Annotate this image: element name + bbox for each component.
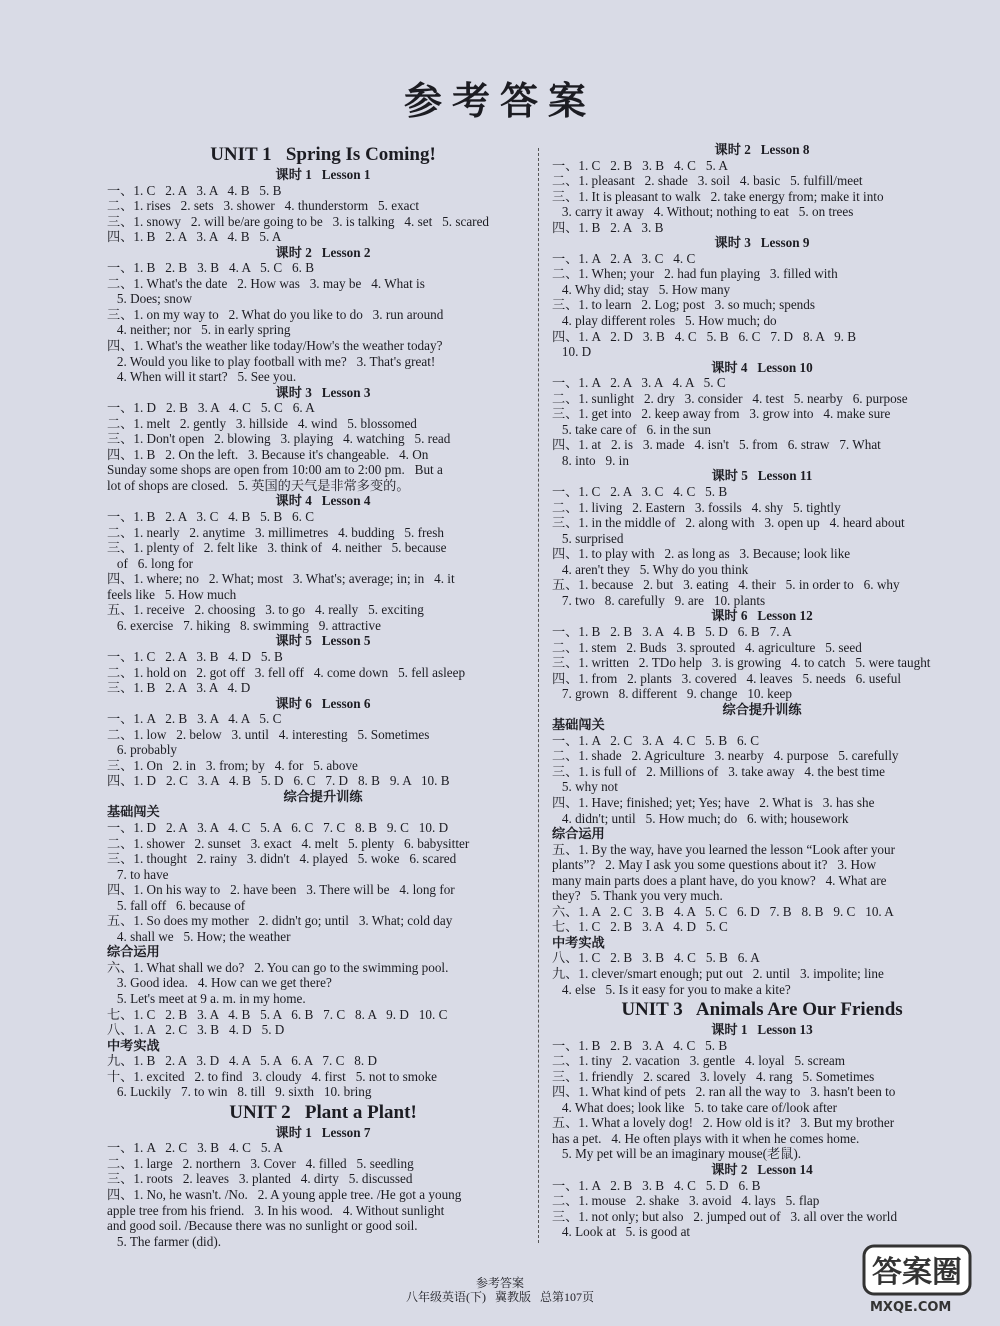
answer-line: 一、1. B 2. A 3. C 4. B 5. B 6. C	[107, 509, 314, 525]
answer-line: 4. When will it start? 5. See you.	[107, 369, 297, 385]
answer-line: 一、1. A 2. C 3. A 4. C 5. B 6. C	[552, 732, 759, 748]
answer-line: 四、1. What kind of pets 2. ran all the way to 3. hasn't been to	[552, 1084, 896, 1100]
answer-line: 二、1. What's the date 2. How was 3. may be 4. What is	[107, 275, 425, 291]
lesson-heading: 课时 2 Lesson 14	[711, 1162, 813, 1177]
answer-line: 三、1. to learn 2. Log; post 3. so much; spends	[552, 297, 815, 313]
answer-line: 5. surprised	[552, 530, 624, 546]
answer-line: 一、1. D 2. B 3. A 4. C 5. C 6. A	[107, 400, 315, 416]
answer-line: 四、1. at 2. is 3. made 4. isn't 5. from 6. straw 7. What	[552, 437, 881, 453]
answer-line: 4. What does; look like 5. to take care of/look after	[552, 1099, 838, 1115]
answer-line: lot of shops are closed. 5. 英国的天气是非常多变的。	[107, 477, 410, 493]
answer-line: 6. Luckily 7. to win 8. till 9. sixth 10. bring	[107, 1084, 372, 1100]
answer-line: 十、1. excited 2. to find 3. cloudy 4. first 5. not to smoke	[107, 1068, 438, 1084]
answer-line: 四、1. A 2. D 3. B 4. C 5. B 6. C 7. D 8. A 9. B	[552, 328, 857, 344]
answer-line: 5. Does; snow	[107, 291, 192, 307]
answer-line: 一、1. D 2. A 3. A 4. C 5. A 6. C 7. C 8. B 9. C 10. D	[107, 819, 449, 835]
answer-line: 一、1. A 2. A 3. C 4. C	[552, 250, 696, 266]
footer-page-info: 八年级英语(下) 冀教版 总第107页	[406, 1290, 594, 1304]
answer-line: 四、1. to play with 2. as long as 3. Because; look like	[552, 546, 851, 562]
lesson-heading: 课时 3 Lesson 9	[714, 235, 810, 251]
answer-line: 4. didn't; until 5. How much; do 6. with; housework	[552, 810, 849, 826]
answer-line: 4. play different roles 5. How much; do	[552, 313, 777, 329]
answer-line: they? 5. Thank you very much.	[552, 888, 723, 904]
lesson-heading: 综合提升训练	[283, 788, 363, 804]
answer-line: 四、1. B 2. On the left. 3. Because it's changeable. 4. On	[107, 446, 429, 462]
answer-line: 七、1. C 2. B 3. A 4. D 5. C	[552, 919, 728, 935]
answer-line: 一、1. A 2. A 3. A 4. A 5. C	[552, 375, 726, 391]
answer-line: 7. two 8. carefully 9. are 10. plants	[552, 592, 766, 608]
lesson-heading: 课时 1 Lesson 7	[275, 1124, 371, 1140]
answer-line: 4. aren't they 5. Why do you think	[552, 561, 749, 577]
answer-line: 八、1. C 2. B 3. B 4. C 5. B 6. A	[552, 950, 760, 966]
answer-line: 四、1. On his way to 2. have been 3. There will be 4. long for	[107, 882, 455, 898]
lesson-heading: 课时 1 Lesson 13	[711, 1022, 813, 1038]
answer-line: 一、1. C 2. A 3. A 4. B 5. B	[107, 182, 282, 198]
answer-line: 4. Why did; stay 5. How many	[552, 281, 731, 297]
answer-line: feels like 5. How much	[107, 586, 237, 602]
section-heading: 综合运用	[552, 826, 605, 842]
answer-line: 二、1. melt 2. gently 3. hillside 4. wind 5. blossomed	[107, 415, 417, 431]
answer-line: plants”? 2. May I ask you some questions about it? 3. How	[552, 857, 877, 873]
answer-line: 六、1. A 2. C 3. B 4. A 5. C 6. D 7. B 8. B 9. C 10. A	[552, 903, 894, 919]
answer-line: 4. neither; nor 5. in early spring	[107, 322, 291, 338]
answer-line: 三、1. on my way to 2. What do you like to do 3. run around	[107, 306, 444, 322]
answer-line: 八、1. A 2. C 3. B 4. D 5. D	[107, 1022, 285, 1038]
page-title: 参考答案	[403, 79, 596, 123]
answer-line: 三、1. On 2. in 3. from; by 4. for 5. above	[107, 757, 358, 773]
right-column	[552, 142, 972, 1240]
answer-line: 一、1. B 2. B 3. A 4. B 5. D 6. B 7. A	[552, 623, 792, 639]
answer-line: has a pet. 4. He often plays with it when he comes home.	[552, 1130, 860, 1146]
answer-line: 二、1. When; your 2. had fun playing 3. filled with	[552, 266, 838, 282]
answer-line: apple tree from his friend. 3. In his wood. 4. Without sunlight	[107, 1202, 445, 1218]
answer-line: 7. to have	[107, 866, 169, 882]
answer-line: 一、1. A 2. B 3. B 4. C 5. D 6. B	[552, 1177, 761, 1193]
answer-line: 三、1. plenty of 2. felt like 3. think of 4. neither 5. because	[107, 540, 447, 556]
section-heading: 中考实战	[107, 1037, 160, 1053]
answer-line: 5. why not	[552, 779, 618, 795]
answer-line: 5. fall off 6. because of	[107, 897, 246, 913]
answer-line: 六、1. What shall we do? 2. You can go to the swimming pool.	[107, 959, 449, 975]
answer-line: 四、1. What's the weather like today/How's the weather today?	[107, 338, 443, 354]
section-heading: 基础闯关	[107, 804, 160, 820]
answer-line: 4. shall we 5. How; the weather	[107, 928, 291, 944]
answer-line: 8. into 9. in	[552, 452, 629, 468]
answer-line: 二、1. mouse 2. shake 3. avoid 4. lays 5. flap	[552, 1193, 820, 1209]
answer-line: 一、1. A 2. C 3. B 4. C 5. A	[107, 1140, 283, 1156]
answer-line: 四、1. B 2. A 3. B	[552, 219, 664, 235]
answer-line: 4. else 5. Is it easy for you to make a kite?	[552, 981, 791, 997]
lesson-heading: 课时 1 Lesson 1	[275, 167, 371, 182]
answer-line: 6. exercise 7. hiking 8. swimming 9. attractive	[107, 617, 381, 633]
answer-line: many main parts does a plant have, do you know? 4. What are	[552, 872, 887, 888]
answer-line: 三、1. snowy 2. will be/are going to be 3. is talking 4. set 5. scared	[107, 213, 490, 229]
answer-line: 7. grown 8. different 9. change 10. keep	[552, 686, 792, 702]
answer-line: 5. Let's meet at 9 a. m. in my home.	[107, 990, 306, 1006]
answer-line: Sunday some shops are open from 10:00 am to 2:00 pm. But a	[107, 462, 443, 478]
lesson-heading: 课时 4 Lesson 10	[711, 359, 813, 375]
answer-line: 一、1. A 2. B 3. A 4. A 5. C	[107, 711, 282, 727]
left-column	[107, 142, 539, 1249]
answer-line: 4. Look at 5. is good at	[552, 1224, 691, 1240]
lesson-heading: 课时 6 Lesson 6	[275, 695, 371, 711]
answer-line: 二、1. shade 2. Agriculture 3. nearby 4. purpose 5. carefully	[552, 748, 899, 764]
answer-line: 三、1. roots 2. leaves 3. planted 4. dirty 5. discussed	[107, 1171, 413, 1187]
answer-line: 二、1. hold on 2. got off 3. fell off 4. come down 5. fell asleep	[107, 664, 466, 680]
answer-line: 五、1. So does my mother 2. didn't go; until 3. What; cold day	[107, 913, 453, 929]
answer-line: 3. carry it away 4. Without; nothing to eat 5. on trees	[552, 204, 854, 220]
section-heading: 基础闯关	[552, 717, 605, 733]
answer-line: 四、1. from 2. plants 3. covered 4. leaves 5. needs 6. useful	[552, 670, 902, 686]
answer-line: 二、1. low 2. below 3. until 4. interesting 5. Sometimes	[107, 726, 430, 742]
answer-line: 5. The farmer (did).	[107, 1233, 222, 1249]
answer-line: 四、1. Have; finished; yet; Yes; have 2. What is 3. has she	[552, 794, 875, 810]
answer-line: 三、1. friendly 2. scared 3. lovely 4. rang 5. Sometimes	[552, 1068, 875, 1084]
answer-line: 一、1. C 2. B 3. B 4. C 5. A	[552, 157, 728, 173]
answer-line: 二、1. stem 2. Buds 3. sprouted 4. agriculture 5. seed	[552, 639, 862, 655]
answer-line: 三、1. in the middle of 2. along with 3. open up 4. heard about	[552, 515, 905, 531]
answer-line: 5. My pet will be an imaginary mouse(老鼠).	[552, 1146, 802, 1162]
answer-line: 三、1. It is pleasant to walk 2. take energy from; make it into	[552, 188, 884, 204]
answer-line: 三、1. Don't open 2. blowing 3. playing 4. watching 5. read	[107, 431, 451, 447]
answer-line: 三、1. is full of 2. Millions of 3. take away 4. the best time	[552, 763, 885, 779]
answer-line: 四、1. where; no 2. What; most 3. What's; average; in; in 4. it	[107, 571, 455, 587]
lesson-heading: 课时 3 Lesson 3	[275, 384, 371, 400]
unit-heading: UNIT 2 Plant a Plant!	[229, 1101, 417, 1123]
column-divider	[538, 148, 539, 1243]
answer-line: 三、1. B 2. A 3. A 4. D	[107, 680, 251, 696]
lesson-heading: 课时 5 Lesson 11	[711, 468, 813, 484]
section-heading: 综合运用	[107, 944, 160, 960]
answer-line: 二、1. tiny 2. vacation 3. gentle 4. loyal 5. scream	[552, 1053, 845, 1069]
answer-line: 3. Good idea. 4. How can we get there?	[107, 975, 332, 991]
answer-line: 一、1. C 2. A 3. B 4. D 5. B	[107, 648, 283, 664]
answer-line: 五、1. What a lovely dog! 2. How old is it? 3. But my brother	[552, 1115, 895, 1131]
unit-heading: UNIT 1 Spring Is Coming!	[210, 144, 436, 165]
lesson-heading: 综合提升训练	[722, 701, 802, 717]
answer-line: and good soil. /Because there was no sunlight or good soil.	[107, 1218, 418, 1234]
lesson-heading: 课时 2 Lesson 8	[714, 142, 810, 157]
watermark-site: MXQE.COM	[870, 1300, 952, 1315]
answer-line: of 6. long for	[107, 555, 194, 571]
lesson-heading: 课时 5 Lesson 5	[275, 633, 371, 649]
answer-line: 二、1. shower 2. sunset 3. exact 4. melt 5. plenty 6. babysitter	[107, 835, 470, 851]
answer-line: 10. D	[552, 344, 592, 360]
answer-line: 5. take care of 6. in the sun	[552, 421, 711, 437]
unit-heading: UNIT 3 Animals Are Our Friends	[621, 999, 903, 1021]
watermark-logo-text: 答案圈	[872, 1255, 962, 1290]
answer-line: 三、1. not only; but also 2. jumped out of 3. all over the world	[552, 1208, 898, 1224]
answer-line: 一、1. B 2. B 3. B 4. A 5. C 6. B	[107, 260, 314, 276]
answer-line: 二、1. pleasant 2. shade 3. soil 4. basic 5. fulfill/meet	[552, 173, 863, 189]
answer-line: 五、1. By the way, have you learned the lesson “Look after your	[552, 841, 896, 857]
lesson-heading: 课时 4 Lesson 4	[275, 493, 371, 509]
answer-line: 四、1. No, he wasn't. /No. 2. A young apple tree. /He got a young	[107, 1187, 462, 1202]
answer-line: 二、1. living 2. Eastern 3. fossils 4. shy 5. tightly	[552, 499, 841, 515]
answer-line: 二、1. sunlight 2. dry 3. consider 4. test 5. nearby 6. purpose	[552, 390, 908, 406]
answer-line: 二、1. rises 2. sets 3. shower 4. thunderstorm 5. exact	[107, 198, 420, 214]
answer-line: 七、1. C 2. B 3. A 4. B 5. A 6. B 7. C 8. A 9. D 10. C	[107, 1006, 448, 1022]
answer-line: 五、1. because 2. but 3. eating 4. their 5. in order to 6. why	[552, 577, 900, 593]
answer-line: 五、1. receive 2. choosing 3. to go 4. really 5. exciting	[107, 602, 424, 618]
answer-line: 三、1. get into 2. keep away from 3. grow into 4. make sure	[552, 406, 891, 422]
answer-line: 6. probably	[107, 742, 177, 758]
answer-line: 四、1. D 2. C 3. A 4. B 5. D 6. C 7. D 8. B 9. A 10. B	[107, 773, 450, 789]
section-heading: 中考实战	[552, 934, 605, 950]
footer-label: 参考答案	[475, 1276, 524, 1290]
watermark-logo-icon	[862, 1240, 972, 1300]
answer-line: 九、1. B 2. A 3. D 4. A 5. A 6. A 7. C 8. D	[107, 1053, 378, 1069]
answer-line: 三、1. thought 2. rainy 3. didn't 4. played 5. woke 6. scared	[107, 851, 457, 867]
answer-line: 二、1. nearly 2. anytime 3. millimetres 4. budding 5. fresh	[107, 524, 444, 540]
lesson-heading: 课时 2 Lesson 2	[275, 244, 371, 260]
lesson-heading: 课时 6 Lesson 12	[711, 608, 813, 624]
answer-line: 二、1. large 2. northern 3. Cover 4. filled 5. seedling	[107, 1155, 414, 1171]
answer-line: 一、1. B 2. B 3. A 4. C 5. B	[552, 1037, 728, 1053]
answer-line: 三、1. written 2. TDo help 3. is growing 4. to catch 5. were taught	[552, 655, 931, 671]
answer-line: 四、1. B 2. A 3. A 4. B 5. A	[107, 229, 282, 245]
answer-line: 九、1. clever/smart enough; put out 2. until 3. impolite; line	[552, 965, 884, 981]
answer-line: 一、1. C 2. A 3. C 4. C 5. B	[552, 484, 728, 500]
answer-line: 2. Would you like to play football with me? 3. That's great!	[107, 353, 436, 369]
